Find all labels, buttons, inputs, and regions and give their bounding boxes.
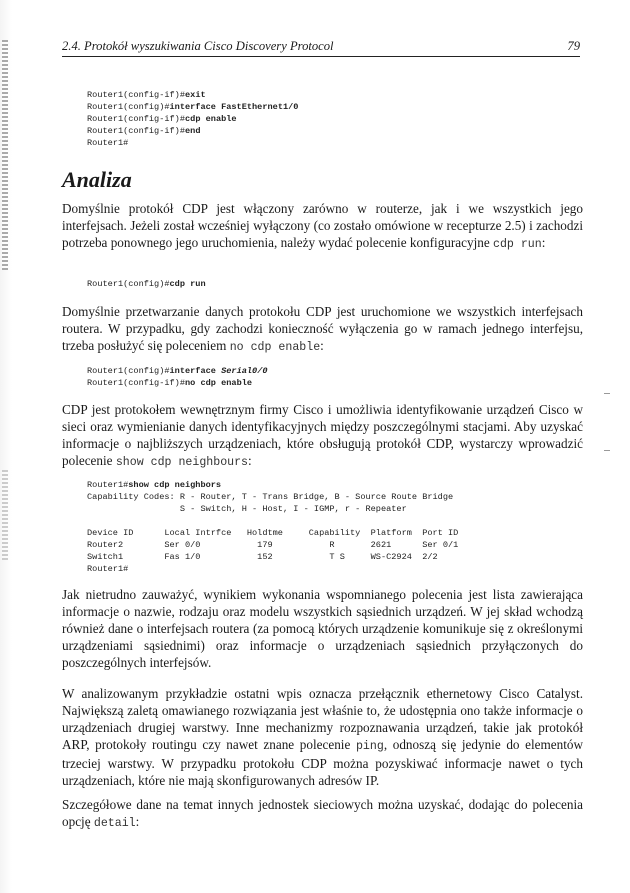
running-header [62,36,580,57]
code-command: cdp enable [185,114,237,124]
paragraph-text: Szczegółowe dane na temat innych jednostek sieciowych można uzyskać, dodając do polecenia opcję [62,797,583,829]
paragraph-3 [62,402,583,472]
inline-command: cdp run [493,237,542,251]
code-prompt: Router1# [87,480,129,490]
page-binding-shadow [0,0,12,893]
code-prompt: Router1(config-if)# [87,90,185,100]
paragraph-text: Domyślnie przetwarzanie danych protokołu CDP jest uruchomione we wszystkich interfejsach routera. W przypadku, gdy zachodzi konieczność wyłączenia go w ramach jednego interfejsu, trzeba posłużyć się poleceniem [62,304,583,353]
inline-command: show cdp neighbours [115,455,249,469]
code-argument: Serial0/0 [221,366,268,376]
paragraph-1 [62,201,583,254]
code-command: show cdp neighbors [128,480,222,490]
scan-edge-mark [2,470,8,560]
chapter-title: 2.4. Protokół wyszukiwania Cisco Discovery Protocol [62,39,334,53]
code-prompt: Router1(config-if)# [87,378,185,388]
neighbor-table-row: Router2 Ser 0/0 179 R 2621 Ser 0/1 [87,540,459,550]
code-block-cdp-enable [87,89,298,149]
code-command: no cdp enable [185,378,253,388]
code-block-cdp-run [87,278,206,290]
paragraph-text: , odnoszą się jedynie do elementów trzeciej warstwy. W przypadku protokołu CDP można pozyskiwać informacje nawet o tych urządzeniach, które nie mają skonfigurowanych adresów IP. [62,736,584,788]
code-prompt: Router1# [87,564,129,574]
capability-codes-line: Capability Codes: R - Router, T - Trans Bridge, B - Source Route Bridge [87,492,454,502]
neighbor-table-row: Switch1 Fas 1/0 152 T S WS-C2924 2/2 [87,552,438,562]
code-command: end [185,126,201,136]
code-block-show-cdp-neighbors [87,479,458,575]
capability-codes-line: S - Switch, H - Host, I - IGMP, r - Repeater [87,504,407,514]
section-heading: Analiza [62,167,132,192]
punctuation: : [541,234,546,250]
neighbor-table-header: Device ID Local Intrfce Holdtme Capability Platform Port ID [87,528,459,538]
paragraph-5 [62,686,583,789]
code-block-no-cdp-enable [87,365,268,389]
code-prompt: Router1(config)# [87,366,170,376]
margin-mark [604,450,610,451]
page-number: 79 [567,39,580,53]
code-prompt: Router1(config-if)# [87,114,185,124]
paragraph-2 [62,304,583,357]
code-command: cdp run [169,279,206,289]
code-prompt: Router1(config)# [87,102,170,112]
punctuation: : [135,813,140,829]
scan-edge-mark [2,40,8,270]
paragraph-4: Jak nietrudno zauważyć, wynikiem wykonania wspomnianego polecenia jest lista zawierająca informacje o nazwie, rodzaju oraz modelu wszystkich sąsiednich urządzeń. W jej skład wchodzą również dane o interfejsach routera (za pomocą których urządzenie komunikuje się z określonymi urządzeniami sąsiednimi) oraz informacje o urządzeniach sąsiednich przyłączonych do poszczególnych interfejsów. [62,587,583,670]
punctuation: : [248,452,252,468]
code-command: exit [185,90,206,100]
margin-mark [604,393,610,394]
inline-command: no cdp enable [229,340,321,354]
inline-command: detail [93,816,136,830]
inline-command: ping [355,739,384,753]
paragraph-text: Domyślnie protokół CDP jest włączony zarówno w routerze, jak i we wszystkich jego interfejsach. Jeżeli został wcześniej wyłączony (co zostało omówione w recepturze 2.5) i zachodzi potrzeba ponownego jego uruchomienia, należy wydać polecenie konfiguracyjne [62,201,583,250]
code-command: interface FastEthernet1/0 [169,102,299,112]
paragraph-6 [62,797,583,833]
code-prompt: Router1(config-if)# [87,126,185,136]
code-prompt: Router1(config)# [87,279,170,289]
paragraph-text: W analizowanym przykładzie ostatni wpis oznacza przełącznik ethernetowy Cisco Catalyst. Największą zaletą omawianego rozwiązania jest właśnie to, że udostępnia ono także informacje o urządzeniach drugiej warstwy. Inne mechanizmy rozpoznawania urządzeń, takie jak protokół ARP, protokoły routingu czy nawet znane polecenie [62,686,583,752]
code-command: interface [169,366,216,376]
code-prompt: Router1# [87,138,129,148]
paragraph-text: CDP jest protokołem wewnętrznym firmy Cisco i umożliwia identyfikowanie urządzeń Cisco w sieci oraz wymienianie danych identyfikacyjnych między poszczególnymi stacjami. Aby uzyskać informacje o najbliższych urządzeniach, które obsługują protokół CDP, wystarczy wprowadzić polecenie [62,402,583,468]
punctuation: : [320,337,324,353]
